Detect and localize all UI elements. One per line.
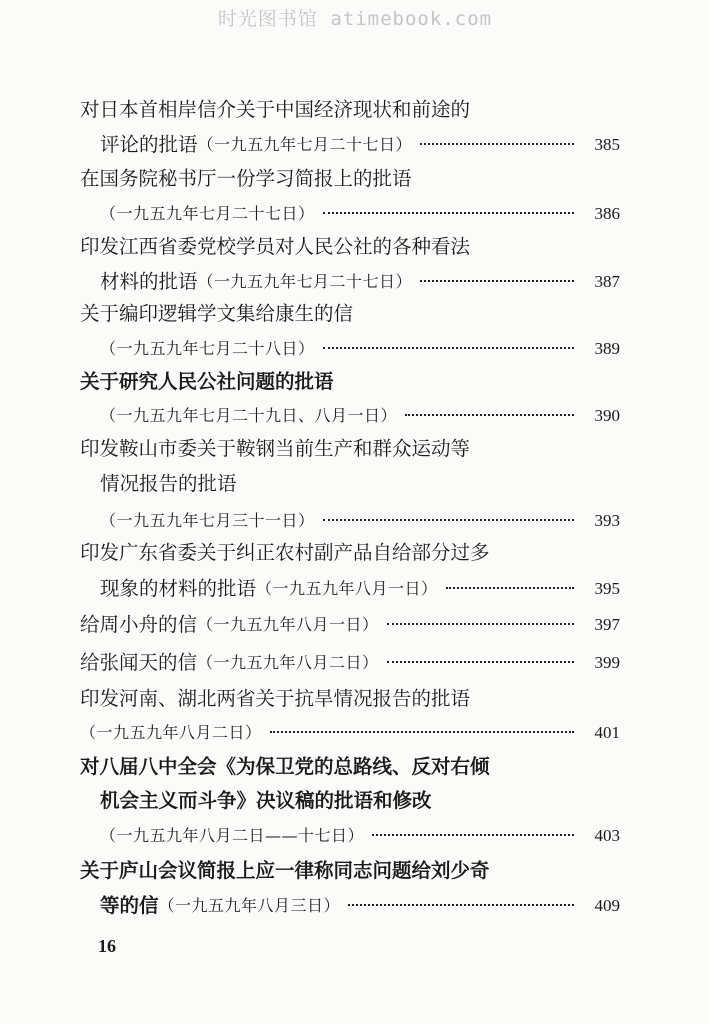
toc-entry-title: 在国务院秘书厅一份学习简报上的批语 xyxy=(80,167,412,190)
toc-entry-title-cont: 机会主义而斗争》决议稿的批语和修改 xyxy=(100,789,432,812)
toc-entry-title-cont: 情况报告的批语 xyxy=(100,472,237,495)
toc-entry-date: （一九五九年八月二日） xyxy=(80,723,262,742)
toc-entry-date: （一九五九年七月三十一日） xyxy=(100,511,315,530)
toc-entry-title: 印发江西省委党校学员对人民公社的各种看法 xyxy=(80,235,471,258)
toc-page-number: 389 xyxy=(594,339,620,358)
toc-entry-leader-line xyxy=(80,718,620,748)
toc-entry-title-tail: 等的信 xyxy=(100,894,159,917)
toc-entry-date: （一九五九年八月一日） xyxy=(256,579,438,598)
watermark: 时光图书馆 atimebook.com xyxy=(217,8,493,30)
toc-entry-leader-line xyxy=(80,648,620,678)
toc-entry-title: 对八届八中全会《为保卫党的总路线、反对右倾 xyxy=(80,755,490,778)
toc-page-number: 393 xyxy=(594,511,620,530)
page-folio-number: 16 xyxy=(98,936,116,956)
dot-leader xyxy=(405,399,574,416)
toc-entry-date: （一九五九年七月二十七日） xyxy=(197,272,413,291)
dot-leader xyxy=(387,646,574,663)
toc-entry-leader-line xyxy=(100,891,620,921)
toc-entry-date: （一九五九年七月二十八日） xyxy=(100,339,315,358)
toc-page-number: 395 xyxy=(594,579,620,598)
toc-entry-title: 对日本首相岸信介关于中国经济现状和前途的 xyxy=(80,98,471,121)
toc-page-number: 385 xyxy=(594,135,620,154)
toc-entry-date: （一九五九年七月二十九日、八月一日） xyxy=(100,406,398,425)
toc-entry-date: （一九五九年八月二日） xyxy=(197,653,379,672)
toc-entry-title: 印发广东省委关于纠正农村副产品自给部分过多 xyxy=(80,541,490,564)
toc-entry-date: （一九五九年七月二十七日） xyxy=(197,135,413,154)
toc-page-number: 397 xyxy=(594,615,620,634)
toc-entry-date: （一九五九年七月二十七日） xyxy=(100,204,315,223)
toc-entry-title: 关于庐山会议简报上应一律称同志问题给刘少奇 xyxy=(80,859,490,882)
toc-entry-title: 给张闻天的信 xyxy=(80,651,198,674)
toc-entry-title: 关于研究人民公社问题的批语 xyxy=(80,370,334,393)
dot-leader xyxy=(446,572,574,589)
toc-entry-leader-line xyxy=(100,574,620,604)
toc-entry-title-tail: 现象的材料的批语 xyxy=(100,577,257,600)
toc-page-number: 409 xyxy=(594,896,620,915)
toc-page-number: 386 xyxy=(594,204,620,223)
toc-entry-date: （一九五九年八月三日） xyxy=(158,896,341,915)
toc-entry-title: 关于编印逻辑学文集给康生的信 xyxy=(80,302,354,325)
toc-entry-title-tail: 评论的批语 xyxy=(100,133,198,156)
toc-entry-leader-line xyxy=(100,506,620,536)
toc-entry-leader-line xyxy=(100,267,620,297)
toc-entry-leader-line xyxy=(80,610,620,640)
dot-leader xyxy=(387,608,574,625)
dot-leader xyxy=(372,819,574,836)
dot-leader xyxy=(323,197,574,214)
dot-leader xyxy=(323,504,574,521)
toc-entry-leader-line xyxy=(100,334,620,364)
dot-leader xyxy=(323,332,574,349)
toc-entry-title-tail: 材料的批语 xyxy=(100,270,198,293)
toc-entry-leader-line xyxy=(100,130,620,160)
dot-leader xyxy=(270,716,574,733)
toc-entry-date: （一九五九年八月一日） xyxy=(197,615,379,634)
toc-entry-date: （一九五九年八月二日——十七日） xyxy=(100,826,365,845)
toc-page-number: 399 xyxy=(594,653,620,672)
toc-entry-title: 印发鞍山市委关于鞍钢当前生产和群众运动等 xyxy=(80,437,471,460)
dot-leader xyxy=(348,889,574,906)
toc-page-number: 403 xyxy=(594,826,620,845)
toc-entry-leader-line xyxy=(100,199,620,229)
toc-entry-leader-line xyxy=(100,821,620,851)
toc-entry-title: 给周小舟的信 xyxy=(80,613,198,636)
toc-page-number: 390 xyxy=(594,406,620,425)
toc-page-number: 401 xyxy=(594,723,620,742)
dot-leader xyxy=(420,128,574,145)
dot-leader xyxy=(420,265,574,282)
toc-entry-title: 印发河南、湖北两省关于抗旱情况报告的批语 xyxy=(80,687,471,710)
toc-page-number: 387 xyxy=(594,272,620,291)
toc-entry-leader-line xyxy=(100,401,620,431)
